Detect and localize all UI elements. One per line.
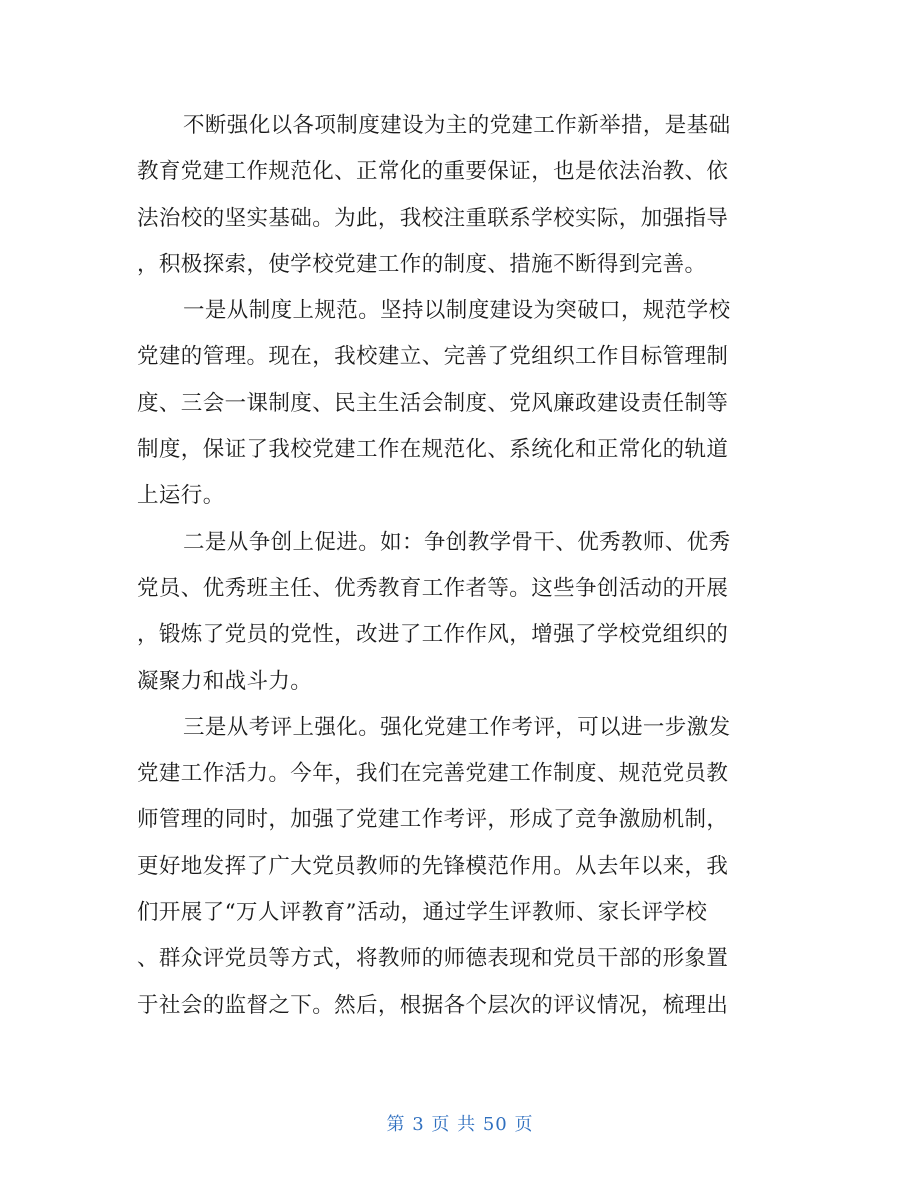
text-line: 三是从考评上强化。强化党建工作考评，可以进一步激发 <box>183 714 731 740</box>
text-line: 上运行。 <box>137 483 225 509</box>
text-line: ，积极探索，使学校党建工作的制度、措施不断得到完善。 <box>137 251 707 277</box>
text-line: 二是从争创上促进。如：争创教学骨干、优秀教师、优秀 <box>183 529 731 555</box>
document-body <box>137 103 787 1029</box>
text-line: 一是从制度上规范。坚持以制度建设为突破口，规范学校 <box>183 298 731 324</box>
text-line: 于社会的监督之下。然后，根据各个层次的评议情况，梳理出 <box>137 992 729 1018</box>
text-line: 师管理的同时，加强了党建工作考评，形成了竞争激励机制， <box>137 807 729 833</box>
text-line: 法治校的坚实基础。为此，我校注重联系学校实际，加强指导 <box>137 205 729 231</box>
text-line: 党建的管理。现在，我校建立、完善了党组织工作目标管理制 <box>137 344 729 370</box>
text-line: 不断强化以各项制度建设为主的党建工作新举措，是基础 <box>183 113 731 138</box>
text-line: 更好地发挥了广大党员教师的先锋模范作用。从去年以来，我 <box>137 853 729 879</box>
text-line: 、群众评党员等方式，将教师的师德表现和党员干部的形象置 <box>137 946 729 972</box>
text-line: ，锻炼了党员的党性，改进了工作作风，增强了学校党组织的 <box>137 622 729 648</box>
text-line: 凝聚力和战斗力。 <box>137 668 313 694</box>
text-line: 党建工作活力。今年，我们在完善党建工作制度、规范党员教 <box>137 761 729 787</box>
text-line: 制度，保证了我校党建工作在规范化、系统化和正常化的轨道 <box>137 437 729 463</box>
text-line: 们开展了“万人评教育”活动，通过学生评教师、家长评学校 <box>137 900 708 926</box>
text-line: 党员、优秀班主任、优秀教育工作者等。这些争创活动的开展 <box>137 575 729 601</box>
page-number-footer: 第 3 页 共 50 页 <box>386 1114 534 1135</box>
text-line: 教育党建工作规范化、正常化的重要保证，也是依法治教、依 <box>137 159 729 185</box>
text-line: 度、三会一课制度、民主生活会制度、党风廉政建设责任制等 <box>137 390 729 416</box>
